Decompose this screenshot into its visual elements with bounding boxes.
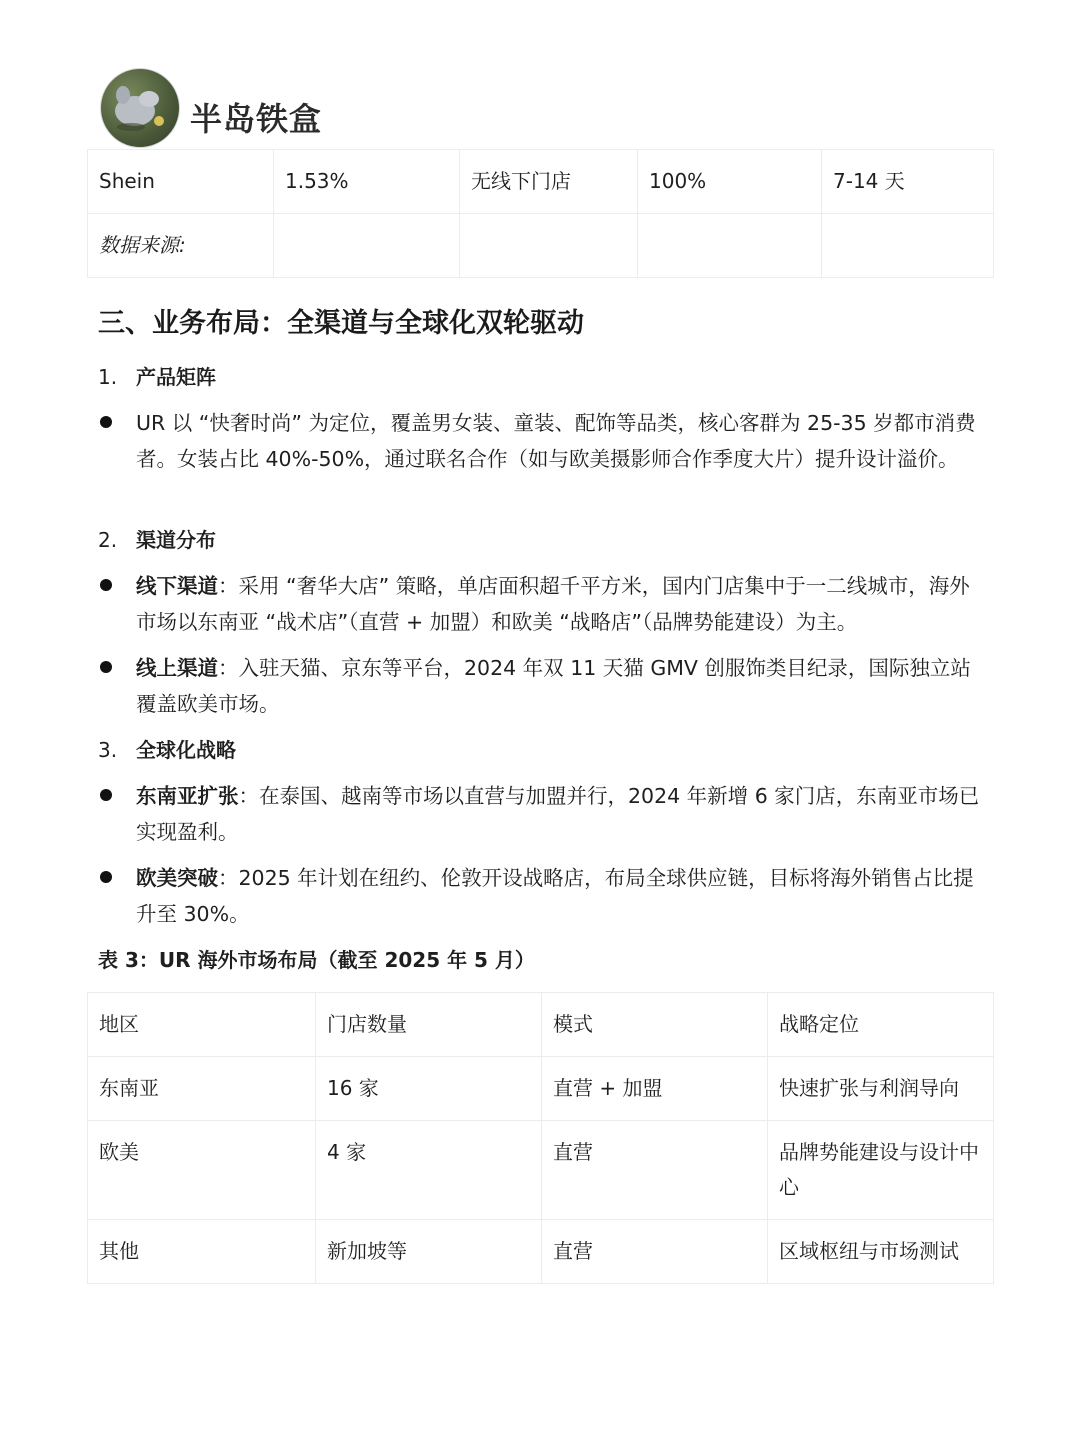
subsection-heading: [98, 362, 216, 392]
table-cell: 区域枢纽与市场测试: [768, 1220, 994, 1284]
column-header: 战略定位: [768, 993, 994, 1057]
bullet-icon: [98, 650, 136, 722]
list-item: [98, 778, 988, 850]
table-caption: 表 3：UR 海外市场布局（截至 2025 年 5 月）: [98, 948, 535, 972]
brand-name: 半岛铁盒: [190, 100, 323, 138]
table-header-row: [88, 993, 994, 1057]
overseas-market-table: [87, 992, 994, 1284]
comparison-table-fragment: [87, 149, 994, 278]
subsection-heading: [98, 525, 216, 555]
subsection-label: 全球化战略: [136, 738, 236, 762]
bullet-text: ：在泰国、越南等市场以直营与加盟并行，2024 年新增 6 家门店，东南亚市场已实现盈利。: [136, 784, 980, 844]
bullet-text: UR 以 “快奢时尚” 为定位，覆盖男女装、童装、配饰等品类，核心客群为 25-35 岁都市消费者。女装占比 40%-50%，通过联名合作（如与欧美摄影师合作季度大片）提升设计溢价。: [136, 411, 976, 471]
subsection-label: 产品矩阵: [136, 365, 216, 389]
bullet-lead: 线上渠道: [136, 656, 218, 680]
table-cell: 4 家: [316, 1121, 542, 1220]
table-cell: [274, 214, 460, 278]
subsection-number: 1.: [98, 365, 118, 389]
table-row: [88, 1057, 994, 1121]
subsection-number: 2.: [98, 528, 118, 552]
table-cell: 新加坡等: [316, 1220, 542, 1284]
avatar: [100, 68, 180, 148]
bullet-lead: 线下渠道: [136, 574, 218, 598]
table-cell: 品牌势能建设与设计中心: [768, 1121, 994, 1220]
list-item: [98, 650, 988, 722]
table-cell: 其他: [88, 1220, 316, 1284]
table-cell: [638, 214, 822, 278]
list-item: [98, 568, 988, 640]
column-header: 模式: [542, 993, 768, 1057]
plush-toy-icon: [101, 69, 179, 147]
table-cell: 东南亚: [88, 1057, 316, 1121]
column-header: 地区: [88, 993, 316, 1057]
bullet-text: ：入驻天猫、京东等平台，2024 年双 11 天猫 GMV 创服饰类目纪录，国际独立站覆盖欧美市场。: [136, 656, 971, 716]
bullet-icon: [98, 405, 136, 477]
table-row: [88, 214, 994, 278]
table-cell: 快速扩张与利润导向: [768, 1057, 994, 1121]
table-cell: 7-14 天: [822, 150, 994, 214]
subsection-label: 渠道分布: [136, 528, 216, 552]
bullet-lead: 东南亚扩张: [136, 784, 239, 808]
bullet-lead: 欧美突破: [136, 866, 218, 890]
table-row: [88, 1121, 994, 1220]
bullet-text: ：2025 年计划在纽约、伦敦开设战略店，布局全球供应链，目标将海外销售占比提升至 30%。: [136, 866, 974, 926]
bullet-icon: [98, 568, 136, 640]
table-cell: 100%: [638, 150, 822, 214]
section-title: 三、业务布局：全渠道与全球化双轮驱动: [98, 308, 584, 339]
list-item: [98, 405, 988, 477]
subsection-heading: [98, 735, 236, 765]
bullet-text: ：采用 “奢华大店” 策略，单店面积超千平方米，国内门店集中于一二线城市，海外市场以东南亚 “战术店”（直营 + 加盟）和欧美 “战略店”（品牌势能建设）为主。: [136, 574, 970, 634]
brand-header: [100, 68, 322, 148]
table-cell: 无线下门店: [460, 150, 638, 214]
subsection-number: 3.: [98, 738, 118, 762]
table-cell: 直营: [542, 1121, 768, 1220]
table-cell: [822, 214, 994, 278]
table-cell: Shein: [88, 150, 274, 214]
data-source-label: 数据来源:: [88, 214, 274, 278]
table-cell: 1.53%: [274, 150, 460, 214]
bullet-icon: [98, 778, 136, 850]
bullet-icon: [98, 860, 136, 932]
table-cell: [460, 214, 638, 278]
table-cell: 欧美: [88, 1121, 316, 1220]
table-cell: 直营: [542, 1220, 768, 1284]
column-header: 门店数量: [316, 993, 542, 1057]
table-cell: 16 家: [316, 1057, 542, 1121]
table-row: [88, 1220, 994, 1284]
table-cell: 直营 + 加盟: [542, 1057, 768, 1121]
list-item: [98, 860, 988, 932]
table-row: [88, 150, 994, 214]
